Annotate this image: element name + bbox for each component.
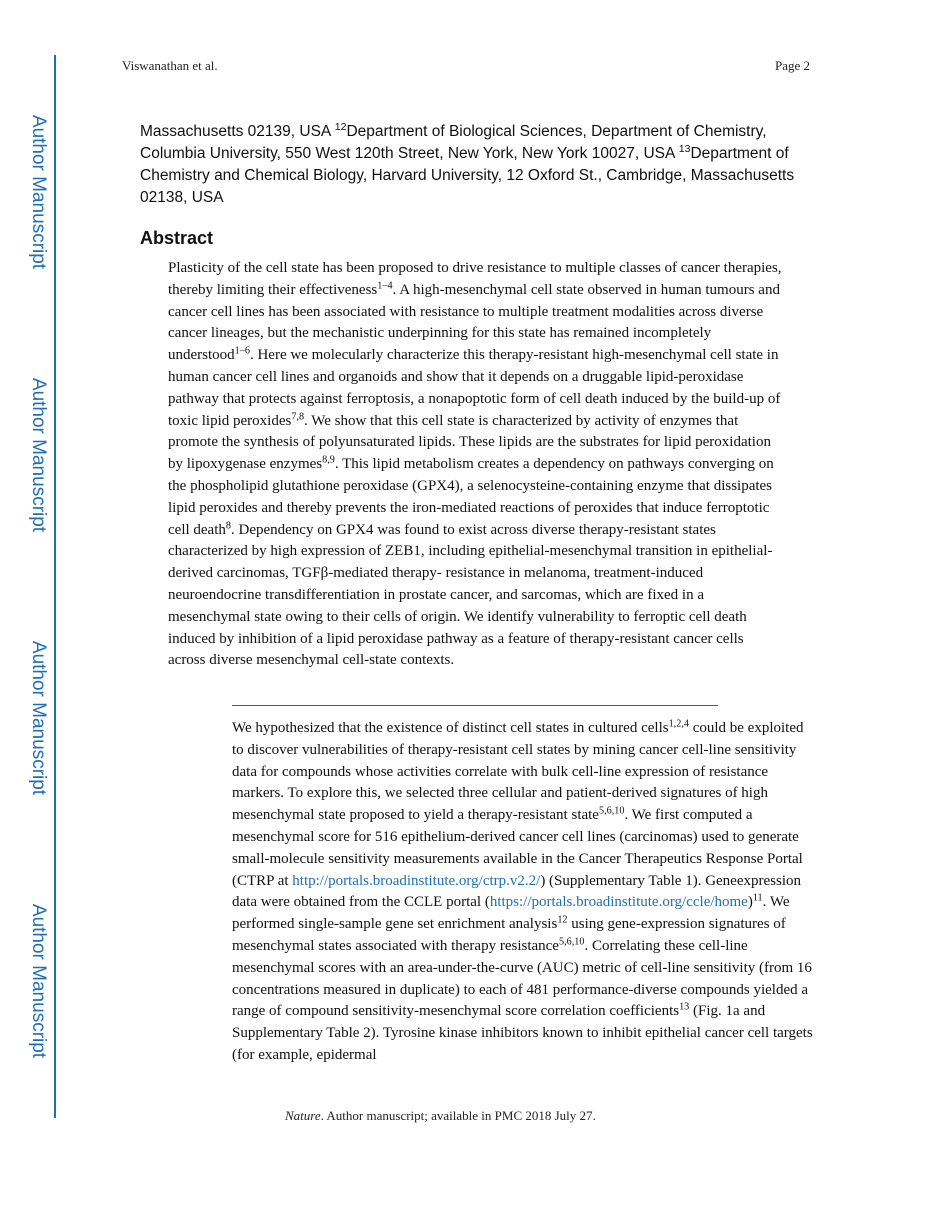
citation: 8,9 [322,454,335,466]
affiliation-marker: 12 [334,121,347,134]
citation: 13 [679,1001,690,1013]
citation: 5,6,10 [558,936,585,948]
page-footer: Nature. Author manuscript; available in PMC 2018 July 27. [285,1108,596,1123]
citation: 8 [225,519,231,531]
citation: 5,6,10 [598,805,625,817]
citation: 7,8 [291,410,305,422]
sidebar-rule [54,55,56,1118]
page-number: Page 2 [774,58,810,73]
citation: 1–4 [377,280,393,292]
journal-name: Nature [285,1108,321,1123]
abstract-heading: Abstract [140,228,214,248]
ctrp-portal-link[interactable]: http://portals.broadinstitute.org/ctrp.v2.2/ [292,872,541,889]
citation: 12 [557,914,568,926]
section-divider [232,705,718,706]
affiliation-marker: 13 [678,143,691,156]
running-header-authors: Viswanathan et al. [122,58,218,73]
body-paragraph: We hypothesized that the existence of distinct cell states in cultured cells$^{1,2,4}$ could be exploited to discover vulnerabilities of therapy-resistant cell states by mining cancer cell-line sensitivity data for compounds whose activities correlate with bulk cell-line expression of resistance markers. To explore this, we selected three cellular and patient-derived signatures of high mesenchymal state proposed to yield a therapy-resistant state$^{5,6,10}$. We first computed a mesenchymal score for 516 epithelium-derived cancer cell lines (carcinomas) used to generate small-molecule sensitivity measurements available in the Cancer Therapeutics Response Portal (CTRP at http://portals.broadinstitute.org/ctrp.v2.2/) (Supplementary Table 1). Geneexpression data were obtained from the CCLE portal (https://portals.broadinstitute.org/ccle/home)$^{11}$. We performed single-sample gene set enrichment analysis$^{12}$ using gene-expression signatures of mesenchymal states associated with therapy resistance$^{5,6,10}$. Correlating these cell-line mesenchymal scores with an area-under-the-curve (AUC) metric of cell-line sensitivity (from 16 concentrations measured in duplicate) to each of 481 performance-diverse compounds yielded a range of compound sensitivity-mesenchymal score correlation coefficients$^{13}$ (Fig. 1a and Supplementary Table 2). Tyrosine kinase inhibitors known to inhibit epithelial cancer cell targets (for example, epidermal [232,718,813,1063]
citation: 1,2,4 [668,718,689,730]
ccle-portal-link[interactable]: https://portals.broadinstitute.org/ccle/home [489,894,748,911]
citation: 1–6 [234,345,250,357]
citation: 11 [752,892,763,904]
abstract-text: Plasticity of the cell state has been proposed to drive resistance to multiple classes of cancer therapies, thereby limiting their effectiveness$^{1-4}$. A high-mesenchymal cell state observed in human tumours and cancer cell lines has been associated with resistance to multiple treatment modalities across diverse cancer lineages, but the mechanistic underpinning for this state has remained incompletely understood$^{1-6}$. Here we molecularly characterize this therapy-resistant high-mesenchymal cell state in human cancer cell lines and organoids and show that it depends on a druggable lipid-peroxidase pathway that protects against ferroptosis, a nonapoptotic form of cell death induced by the build-up of toxic lipid peroxides$^{7,8}$. We show that this cell state is characterized by activity of enzymes that promote the synthesis of polyunsaturated lipids. These lipids are the substrates for lipid peroxidation by lipoxygenase enzymes$^{8,9}$. This lipid metabolism creates a dependency on pathways converging on the phospholipid glutathione peroxidase (GPX4), a selenocysteine-containing enzyme that dissipates lipid peroxides and thereby prevents the iron-mediated reactions of peroxides that induce ferroptotic cell death$^8$. Dependency on GPX4 was found to exist across diverse therapy-resistant states characterized by high expression of ZEB1, including epithelial-mesenchymal transition in epithelial-derived carcinomas, TGFβ-mediated therapy- resistance in melanoma, treatment-induced neuroendocrine transdifferentiation in prostate cancer, and sarcomas, which are fixed in a mesenchymal state owing to their cells of origin. We identify vulnerability to ferroptic cell death induced by inhibition of a lipid peroxidase pathway as a feature of therapy-resistant cancer cells across diverse mesenchymal cell-state contexts. [168,260,782,669]
affiliations: Massachusetts 02139, USA $^{12}$Department of Biological Sciences, Department of Chemistry, Columbia University, 550 West 120th Street, New York, New York 10027, USA $^{13}$Department of Chemistry and Chemical Biology, Harvard University, 12 Oxford St., Cambridge, Massachusetts 02138, USA [140,121,795,206]
